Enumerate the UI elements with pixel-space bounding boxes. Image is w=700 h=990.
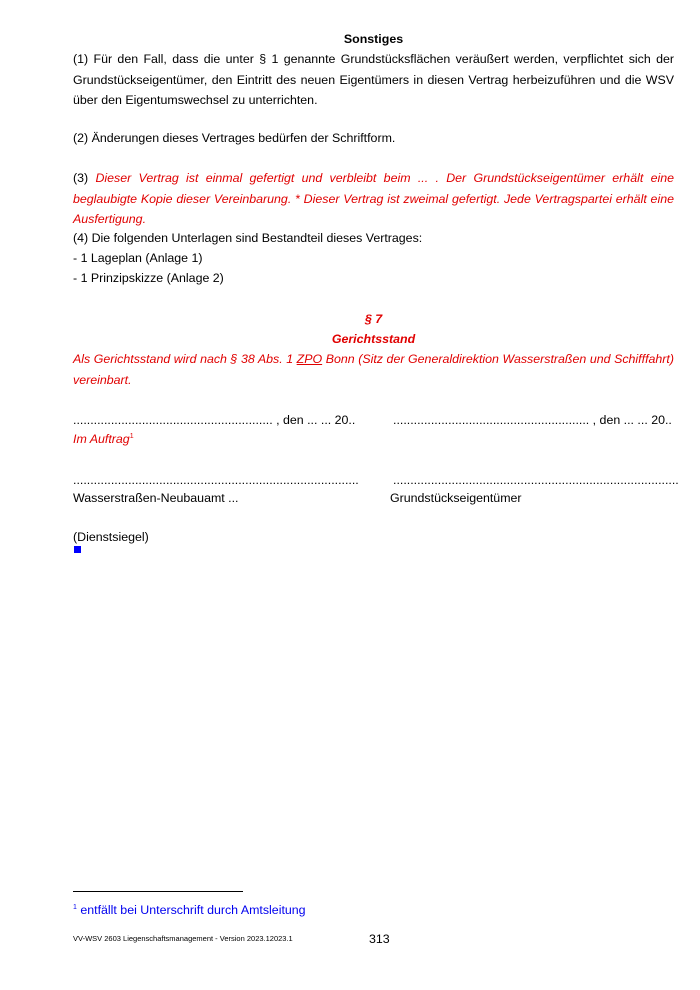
section-7-text-a: Als Gerichtsstand wird nach § 38 Abs. 1	[73, 352, 297, 366]
footnote	[73, 901, 306, 919]
footnote-separator	[73, 891, 243, 892]
dienstsiegel-label: (Dienstsiegel)	[73, 530, 149, 544]
page-footer: VV-WSV 2603 Liegenschaftsmanagement - Version 2023.12023.1	[73, 934, 293, 943]
paragraph-2: (2) Änderungen dieses Vertrages bedürfen der Schriftform.	[73, 131, 396, 145]
paragraph-4: (4) Die folgenden Unterlagen sind Bestandteil dieses Vertrages:	[73, 231, 423, 245]
section-7-text	[73, 349, 674, 390]
paragraph-3	[73, 168, 674, 230]
sign-left-date-line: .......................................................... , den ... ... 20..	[73, 413, 356, 427]
zpo-abbreviation: ZPO	[296, 352, 323, 366]
section-7-text-b: Bonn (Sitz der Generaldirektion Wasserstraßen und Schifffahrt) vereinbart.	[73, 352, 674, 387]
sign-left-label: Wasserstraßen-Neubauamt ...	[73, 491, 239, 505]
sign-left-signature-line: ...................................................................................	[73, 473, 359, 487]
footnote-reference: 1	[129, 432, 134, 440]
sign-right-date-line: ......................................................... , den ... ... 20..	[393, 413, 672, 427]
section-heading-sonstiges: Sonstiges	[343, 32, 404, 46]
section-title: Gerichtsstand	[331, 332, 416, 346]
im-auftrag-label	[73, 429, 134, 449]
im-auftrag-text: Im Auftrag	[73, 432, 130, 446]
footnote-number: 1	[73, 903, 77, 911]
attachment-item-1: - 1 Lageplan (Anlage 1)	[73, 251, 203, 265]
paragraph-3-red-text: Dieser Vertrag ist einmal gefertigt und verbleibt beim ... . Der Grundstückseigentümer erhält eine beglaubigte Kopie dieser Vereinbarung. * Dieser Vertrag ist zweimal gefertigt. Jede Vertragspartei erhält eine Ausfertigung.	[73, 171, 675, 226]
section-number: § 7	[364, 312, 383, 326]
paragraph-1: (1) Für den Fall, dass die unter § 1 genannte Grundstücksflächen veräußert werden, verpflichtet sich der Grundstückseigentümer, den Eintritt des neuen Eigentümers in diesen Vertrag herbeizuführen und die WSV über den Eigentumswechsel zu unterrichten.	[73, 52, 674, 107]
footnote-text: entfällt bei Unterschrift durch Amtsleitung	[80, 903, 306, 917]
sign-right-label: Grundstückseigentümer	[390, 491, 522, 505]
blue-square-marker	[74, 546, 81, 553]
attachment-item-2: - 1 Prinzipskizze (Anlage 2)	[73, 271, 224, 285]
page-number: 313	[369, 932, 390, 946]
paragraph-3-prefix: (3)	[73, 171, 96, 185]
sign-right-signature-line: ...................................................................................	[393, 473, 679, 487]
